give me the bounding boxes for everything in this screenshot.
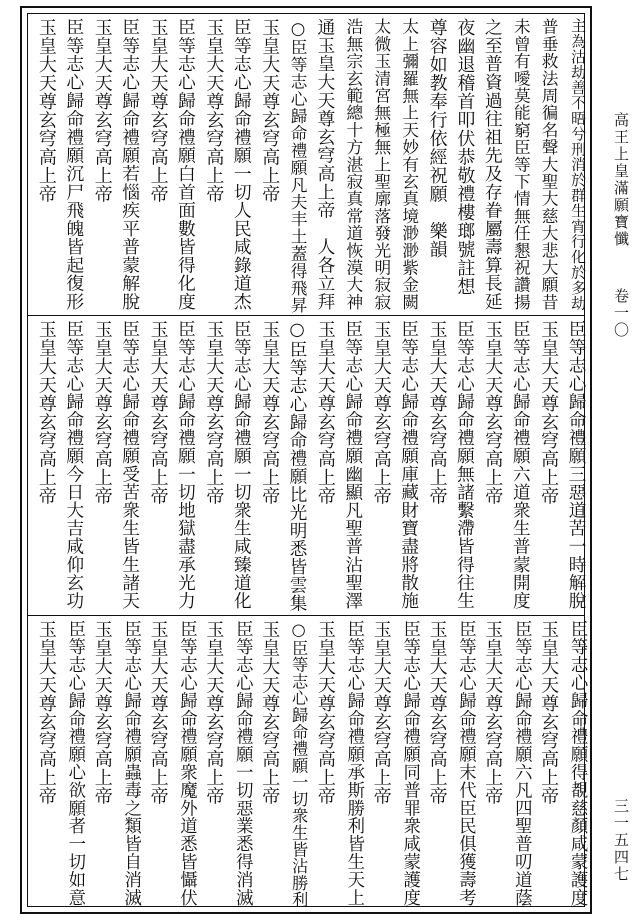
text-column: 臣等志心歸命禮願三惡道苦一時解脫 bbox=[566, 320, 587, 610]
text-column: 臣等志心歸命禮願衆魔外道悉皆懾伏 bbox=[176, 620, 197, 907]
text-column: 玉皇大天尊玄穹高上帝 bbox=[259, 320, 281, 505]
text-column: 臣等志心歸命禮願無諸繫滯皆得往生 bbox=[454, 320, 475, 610]
text-column: 玉皇大天尊玄穹高上帝 bbox=[538, 620, 560, 805]
text-column: 玉皇大天尊玄穹高上帝 bbox=[91, 320, 113, 505]
text-column: 臣等志心歸命禮願六道衆生普蒙開度 bbox=[510, 320, 531, 610]
text-column: 玉皇大天尊玄穹高上帝 bbox=[482, 620, 504, 805]
text-column: 臣等志心歸命禮願白首面數皆得化度 bbox=[175, 18, 197, 311]
text-column: 未曾有噯莫能窮臣等下情無任懇祝讚揚 bbox=[511, 18, 532, 311]
text-column: 臣等志心歸命禮願庫藏財寶盡將散施 bbox=[398, 320, 419, 610]
text-column: ○臣等志心歸命禮願一切衆生皆沾勝利 bbox=[289, 620, 309, 909]
text-column: 尊容如教奉行依經祝願 樂韻 bbox=[426, 18, 448, 259]
text-column: 玉皇大天尊玄穹高上帝 bbox=[35, 620, 57, 805]
text-band-2 bbox=[28, 316, 587, 614]
text-band-1 bbox=[28, 14, 588, 314]
text-column: 之至普資過往祖先及存眷屬壽算長延 bbox=[482, 18, 504, 311]
text-column: 主為沽劫善不晤兮刑消於群生宵行化於多劫 bbox=[569, 18, 588, 311]
book-title: 高王上皇滿願寶懺 bbox=[612, 112, 630, 248]
text-column: 太上彌羅無上天妙有玄真境渺渺紫金闕 bbox=[399, 18, 420, 311]
text-column: 普垂救法周徧名聲大聖大慈大悲大願昔 bbox=[539, 18, 560, 311]
text-column: 玉皇大天尊玄穹高上帝 bbox=[203, 320, 225, 505]
text-column: 通玉皇大天尊玄穹高上帝 人各立拜 bbox=[314, 18, 336, 311]
text-column: 太微玉清宮無極無上聖廓落發光明寂寂 bbox=[371, 18, 392, 311]
text-column: 臣等志心歸命禮願得覩慈顏咸蒙護度 bbox=[567, 620, 588, 907]
text-column: 玉皇大天尊玄穹高上帝 bbox=[370, 620, 392, 805]
text-column: 玉皇大天尊玄穹高上帝 bbox=[147, 320, 169, 505]
text-column: 浩無宗玄範總十方湛寂真常道恢漠大神 bbox=[343, 18, 364, 311]
text-column: 臣等志心歸命禮願心欲願者一切如意 bbox=[64, 620, 85, 907]
text-column: 臣等志心歸命禮願一切地獄盡承光力 bbox=[175, 320, 196, 610]
text-frame bbox=[27, 13, 588, 909]
text-column: 臣等志心歸命禮願一切衆生咸臻道化 bbox=[231, 320, 252, 610]
text-column: 臣等志心歸命禮願同普罪衆咸蒙護度 bbox=[399, 620, 420, 907]
text-column: 玉皇大天尊玄穹高上帝 bbox=[35, 320, 57, 505]
text-column: ○臣等志心歸命禮願凡夫丰土蓋得飛昇 bbox=[288, 18, 309, 314]
text-column: 臣等志心歸命禮願沉尸飛魄皆起復形 bbox=[63, 18, 85, 311]
text-column: 玉皇大天尊玄穹高上帝 bbox=[538, 320, 560, 505]
text-column: 玉皇大天尊玄穹高上帝 bbox=[314, 320, 336, 505]
text-column: 玉皇大天尊玄穹高上帝 bbox=[259, 18, 281, 203]
text-column: 臣等志心歸命禮願幽顯凡聖普沾聖澤 bbox=[342, 320, 363, 610]
text-column: 玉皇大天尊玄穹高上帝 bbox=[91, 620, 113, 805]
text-column: 臣等志心歸命禮願今日大吉咸仰玄功 bbox=[63, 320, 84, 610]
text-column: 玉皇大天尊玄穹高上帝 bbox=[426, 620, 448, 805]
text-column: 玉皇大天尊玄穹高上帝 bbox=[314, 620, 336, 805]
text-column: 臣等志心歸命禮願受苦衆生皆生諸天 bbox=[119, 320, 140, 610]
text-column: 夜幽退稽首叩伏恭敬禮樓瑯號註想 bbox=[454, 18, 476, 296]
text-column: 玉皇大天尊玄穹高上帝 bbox=[147, 18, 169, 203]
volume-label: 卷一〇 bbox=[612, 287, 630, 339]
text-column: 玉皇大天尊玄穹高上帝 bbox=[203, 18, 225, 203]
page-frame bbox=[20, 6, 592, 914]
text-column: 玉皇大天尊玄穹高上帝 bbox=[370, 320, 392, 505]
text-column: 玉皇大天尊玄穹高上帝 bbox=[203, 620, 225, 805]
text-column: 臣等志心歸命禮願承斯勝利皆生天上 bbox=[343, 620, 364, 907]
text-column: 臣等志心歸命禮願末代臣民俱獲壽考 bbox=[455, 620, 476, 907]
text-column: 玉皇大天尊玄穹高上帝 bbox=[147, 620, 169, 805]
text-column: 臣等志心歸命禮願一切人民咸錄道杰 bbox=[231, 18, 253, 311]
text-column: 玉皇大天尊玄穹高上帝 bbox=[35, 18, 57, 203]
text-band-3 bbox=[28, 616, 588, 910]
text-column: 玉皇大天尊玄穹高上帝 bbox=[91, 18, 113, 203]
text-column: 玉皇大天尊玄穹高上帝 bbox=[426, 320, 448, 505]
text-column: 臣等志心歸命禮願一切惡業悉得消滅 bbox=[232, 620, 253, 907]
text-column: 臣等志心歸命禮願六凡四聖普叨道蔭 bbox=[511, 620, 532, 907]
text-column: ○臣等志心歸命禮願比光明悉皆雲集 bbox=[287, 320, 308, 612]
text-column: 玉皇大天尊玄穹高上帝 bbox=[259, 620, 281, 805]
text-column: 臣等志心歸命禮願蟲毒之類皆自消滅 bbox=[120, 620, 141, 907]
text-column: 玉皇大天尊玄穹高上帝 bbox=[482, 320, 504, 505]
page-number: 三一五四七 bbox=[612, 797, 630, 883]
text-column: 臣等志心歸命禮願若惱疾平普蒙解脫 bbox=[119, 18, 141, 311]
